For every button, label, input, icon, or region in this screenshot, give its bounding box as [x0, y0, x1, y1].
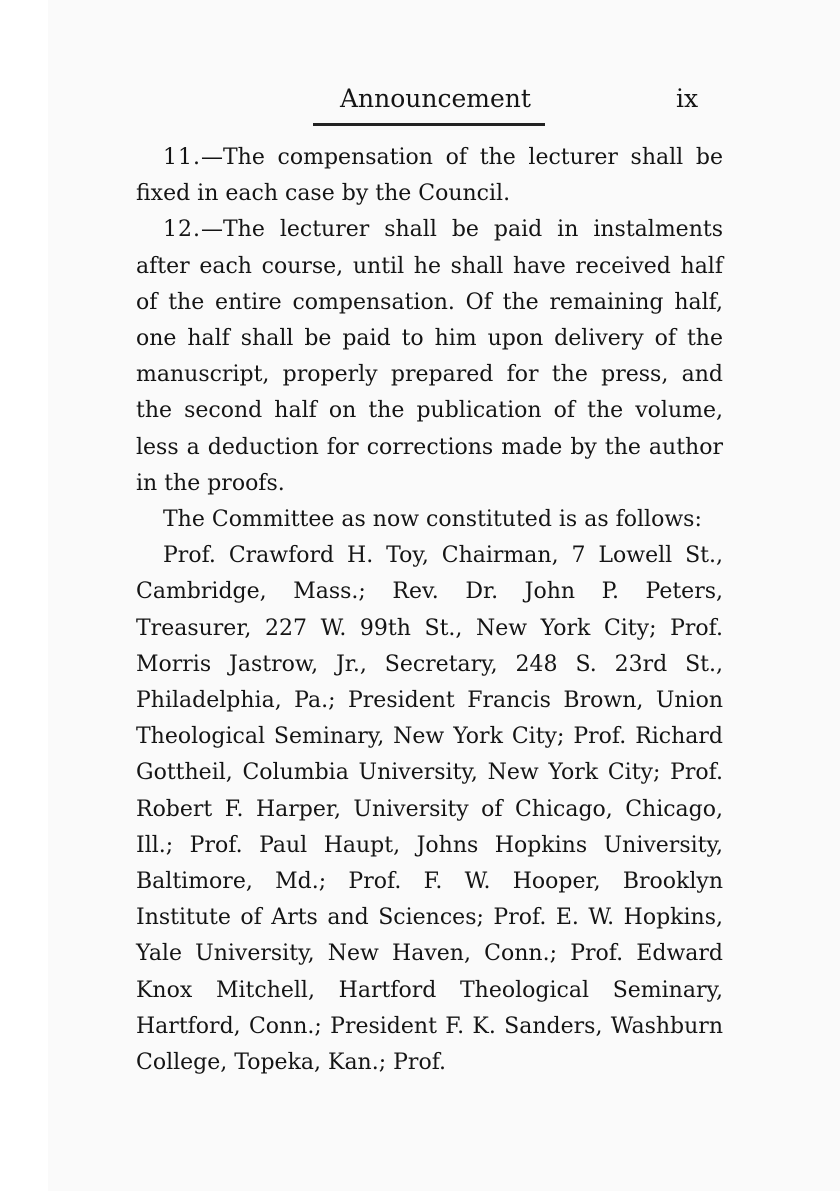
- paragraph-text: —The lecturer shall be paid in instalments after each course, until he shall have received half of the entire compensation. Of the remaining half, one half shall be paid to him upon delivery of the manuscript, properly prepared for the press, and the second half on the publication of the volume, less a deduction for corrections made by the author in the proofs.: [136, 217, 723, 496]
- header-rule: [313, 123, 545, 126]
- page-header: [48, 82, 840, 122]
- book-page: [48, 0, 840, 1191]
- paragraph-number: 12.: [163, 217, 201, 243]
- paragraph-text: Prof. Crawford H. Toy, Chairman, 7 Lowell St., Cambridge, Mass.; Rev. Dr. John P. Peters, Treasurer, 227 W. 99th St., New York City; Prof. Morris Jastrow, Jr., Secretary, 248 S. 23rd St., Philadelphia, Pa.; President Francis Brown, Union Theological Seminary, New York City; Prof. Richard Gottheil, Columbia University, New York City; Prof. Robert F. Harper, University of Chicago, Chicago, Ill.; Prof. Paul Haupt, Johns Hopkins University, Baltimore, Md.; Prof. F. W. Hooper, Brooklyn Institute of Arts and Sciences; Prof. E. W. Hopkins, Yale University, New Haven, Conn.; Prof. Edward Knox Mitchell, Hartford Theological Seminary, Hartford, Conn.; President F. K. Sanders, Washburn College, Topeka, Kan.; Prof.: [136, 543, 723, 1076]
- page-number: ix: [676, 84, 699, 113]
- body-text: [136, 140, 723, 1081]
- paragraph-number: 11.: [163, 145, 201, 170]
- paragraph-text: —The compensation of the lecturer shall be fixed in each case by the Council.: [136, 145, 723, 207]
- committee-intro: [136, 502, 723, 538]
- paragraph-12: [136, 212, 723, 502]
- running-title: Announcement: [340, 84, 531, 113]
- committee-members: [136, 538, 723, 1081]
- paragraph-text: The Committee as now constituted is as follows:: [163, 507, 702, 533]
- paragraph-11: [136, 140, 723, 212]
